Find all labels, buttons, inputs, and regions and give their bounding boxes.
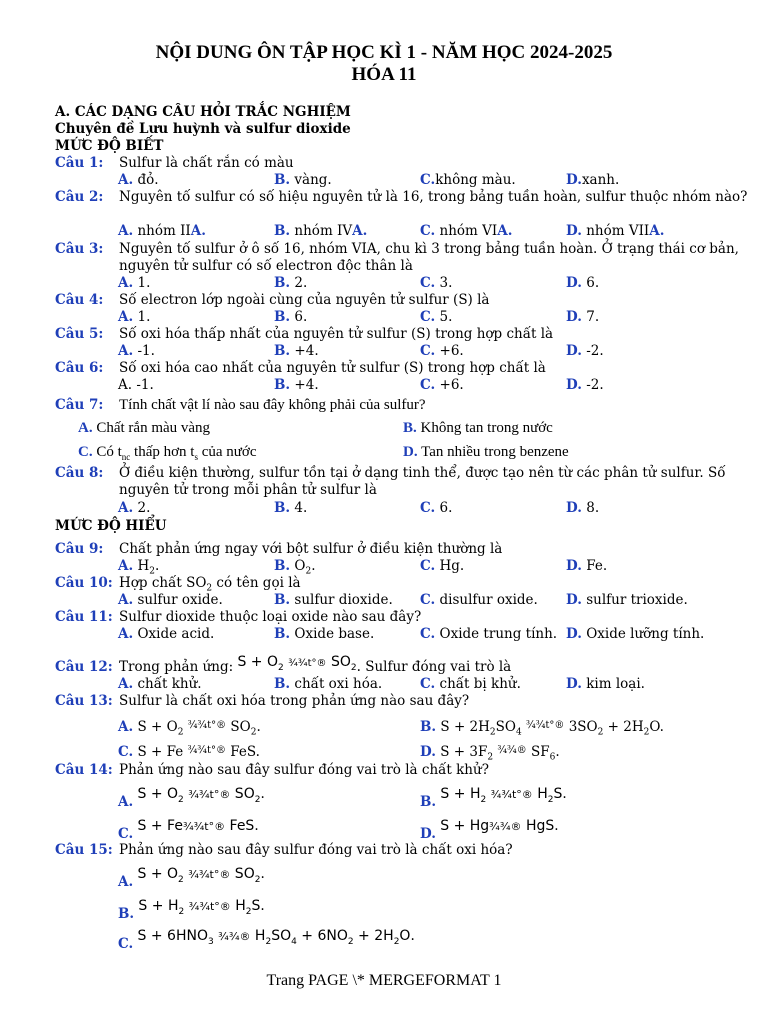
option-c: C. chất bị khử. <box>420 676 521 692</box>
option-b: B. Oxide base. <box>274 626 375 642</box>
option-a: A. $S + O_2$ ¾¾t°® $SO_2$. <box>118 866 265 890</box>
option-a: A. $S + O_2$ ¾¾t°® $SO_2$. <box>118 786 265 810</box>
option-c: C. 5. <box>420 309 453 325</box>
option-b: B. sulfur dioxide. <box>274 592 393 608</box>
question-text: Tính chất vật lí nào sau đây không phải của sulfur? <box>119 397 426 413</box>
option-b: B. $S + H_2$ ¾¾t°® $H_2S$. <box>420 786 567 810</box>
option-a: A. 1. <box>118 309 151 325</box>
option-b: B. chất oxi hóa. <box>274 676 383 692</box>
option-b: B. Không tan trong nước <box>403 420 553 436</box>
option-d: D. $S + 3F_2$ $^{\frac{3}{4}\frac{3}{4}®}$ $SF_6$. <box>420 744 560 763</box>
option-d: D. Tan nhiều trong benzene <box>403 444 569 460</box>
option-d: D. nhóm VIIA. <box>566 223 665 239</box>
option-a: A. Chất rắn màu vàng <box>78 420 211 436</box>
question-text: Trong phản ứng: $S + O_2$ ¾¾t°® $SO_2$. Sulfur đóng vai trò là <box>119 654 512 675</box>
question-text: Nguyên tố sulfur ở ô số 16, nhóm VIA, chu kì 3 trong bảng tuần hoàn. Ở trạng thái cơ bản, nguyên tử sulfur có số electron độc thân là <box>119 241 739 274</box>
option-d: D.xanh. <box>566 172 620 188</box>
option-b: B. nhóm IVA. <box>274 223 368 239</box>
question-label: Câu 8: <box>55 465 104 481</box>
question-text: Số oxi hóa cao nhất của nguyên tử sulfur (S) trong hợp chất là <box>119 360 546 376</box>
option-b: B. $S + H_2$ ¾¾t°® $H_2S$. <box>118 898 265 922</box>
question-label: Câu 13: <box>55 693 113 709</box>
option-b: B. +4. <box>274 377 319 393</box>
option-a: A. sulfur oxide. <box>118 592 223 608</box>
option-d: D. sulfur trioxide. <box>566 592 688 608</box>
option-c: C. Oxide trung tính. <box>420 626 558 642</box>
question-text: Nguyên tố sulfur có số hiệu nguyên tử là 16, trong bảng tuần hoàn, sulfur thuộc nhóm nào? <box>119 189 748 205</box>
option-c: C. +6. <box>420 343 464 359</box>
level-heading-hieu: MỨC ĐỘ HIỂU <box>55 518 167 534</box>
option-a: A. 2. <box>118 500 151 516</box>
question-label: Câu 3: <box>55 241 104 257</box>
option-a: A. -1. <box>118 377 154 393</box>
question-text: Chất phản ứng ngay với bột sulfur ở điều kiện thường là <box>119 541 503 557</box>
option-c: C.không màu. <box>420 172 516 188</box>
option-a: A. -1. <box>118 343 155 359</box>
option-a: A. $H_2$. <box>118 558 160 577</box>
option-a: A. Oxide acid. <box>118 626 215 642</box>
question-label: Câu 6: <box>55 360 104 376</box>
option-a: A. 1. <box>118 275 151 291</box>
page-footer: Trang PAGE \* MERGEFORMAT 1 <box>266 972 502 989</box>
question-label: Câu 7: <box>55 397 104 413</box>
option-b: B. $S + 2H_2SO_4$ $^{\frac{3}{4}\frac{3}{4}t^\circ®}$ $3SO_2 + 2H_2O$. <box>420 719 664 738</box>
question-text: Sulfur là chất oxi hóa trong phản ứng nào sau đây? <box>119 693 470 709</box>
option-b: B. 2. <box>274 275 308 291</box>
question-label: Câu 5: <box>55 326 104 342</box>
question-text: Số electron lớp ngoài cùng của nguyên tử sulfur (S) là <box>119 292 490 308</box>
question-label: Câu 14: <box>55 762 113 778</box>
option-d: D. -2. <box>566 377 604 393</box>
option-d: D. 8. <box>566 500 600 516</box>
option-c: C. nhóm VIA. <box>420 223 513 239</box>
level-heading-biet: MỨC ĐỘ BIẾT <box>55 138 164 154</box>
question-label: Câu 4: <box>55 292 104 308</box>
option-d: D. kim loại. <box>566 676 645 692</box>
question-text: Hợp chất $SO_2$ có tên gọi là <box>119 575 301 594</box>
topic-heading: Chuyên đề Lưu huỳnh và sulfur dioxide <box>55 121 351 137</box>
option-c: C. S + Fe¾¾t°® FeS. <box>118 818 259 842</box>
question-label: Câu 9: <box>55 541 104 557</box>
option-c: C. S + Fe $^{\frac{3}{4}\frac{3}{4}t^\circ®}$ FeS. <box>118 744 260 760</box>
option-d: D. 7. <box>566 309 600 325</box>
question-text: Sulfur dioxide thuộc loại oxide nào sau đây? <box>119 609 422 625</box>
option-d: D. 6. <box>566 275 600 291</box>
question-label: Câu 1: <box>55 155 104 171</box>
option-c: C. Có $t_{nc}$ thấp hơn $t_s$ của nước <box>78 444 257 462</box>
question-label: Câu 11: <box>55 609 113 625</box>
question-text: Ở điều kiện thường, sulfur tồn tại ở dạng tinh thể, được tạo nên từ các phân tử sulfur. Số nguyên tử trong mỗi phân tử sulfur là <box>119 465 726 498</box>
option-a: A. chất khử. <box>118 676 202 692</box>
question-label: Câu 10: <box>55 575 113 591</box>
question-text: Phản ứng nào sau đây sulfur đóng vai trò là chất khử? <box>119 762 489 778</box>
option-c: C. disulfur oxide. <box>420 592 538 608</box>
option-c: C. $S + 6HNO_3$ ¾¾® $H_2SO_4 + 6NO_2 + 2H_2O$. <box>118 928 415 952</box>
option-d: D. Oxide lưỡng tính. <box>566 626 705 642</box>
section-heading: A. CÁC DẠNG CÂU HỎI TRẮC NGHIỆM <box>55 104 351 120</box>
option-b: B. vàng. <box>274 172 332 188</box>
option-d: D. -2. <box>566 343 604 359</box>
option-c: C. 6. <box>420 500 453 516</box>
question-label: Câu 2: <box>55 189 104 205</box>
document-title: NỘI DUNG ÔN TẬP HỌC KÌ 1 - NĂM HỌC 2024-2025 <box>155 42 613 63</box>
question-label: Câu 15: <box>55 842 113 858</box>
question-label: Câu 12: <box>55 659 113 675</box>
option-b: B. $O_2$. <box>274 558 316 577</box>
option-b: B. 4. <box>274 500 308 516</box>
option-c: C. 3. <box>420 275 453 291</box>
option-d: D. Fe. <box>566 558 608 574</box>
option-b: B. 6. <box>274 309 308 325</box>
option-a: A. đỏ. <box>118 172 159 188</box>
document-subtitle: HÓA 11 <box>351 64 417 85</box>
option-d: D. S + Hg¾¾® HgS. <box>420 818 559 842</box>
question-text: Số oxi hóa thấp nhất của nguyên tử sulfur (S) trong hợp chất là <box>119 326 554 342</box>
option-c: C. +6. <box>420 377 464 393</box>
option-c: C. Hg. <box>420 558 465 574</box>
question-text: Phản ứng nào sau đây sulfur đóng vai trò là chất oxi hóa? <box>119 842 513 858</box>
option-a: A. nhóm IIA. <box>118 223 206 239</box>
option-b: B. +4. <box>274 343 319 359</box>
question-text: Sulfur là chất rắn có màu <box>119 155 294 171</box>
option-a: A. $S + O_2$ $^{\frac{3}{4}\frac{3}{4}t^\circ®}$ $SO_2$. <box>118 719 261 738</box>
